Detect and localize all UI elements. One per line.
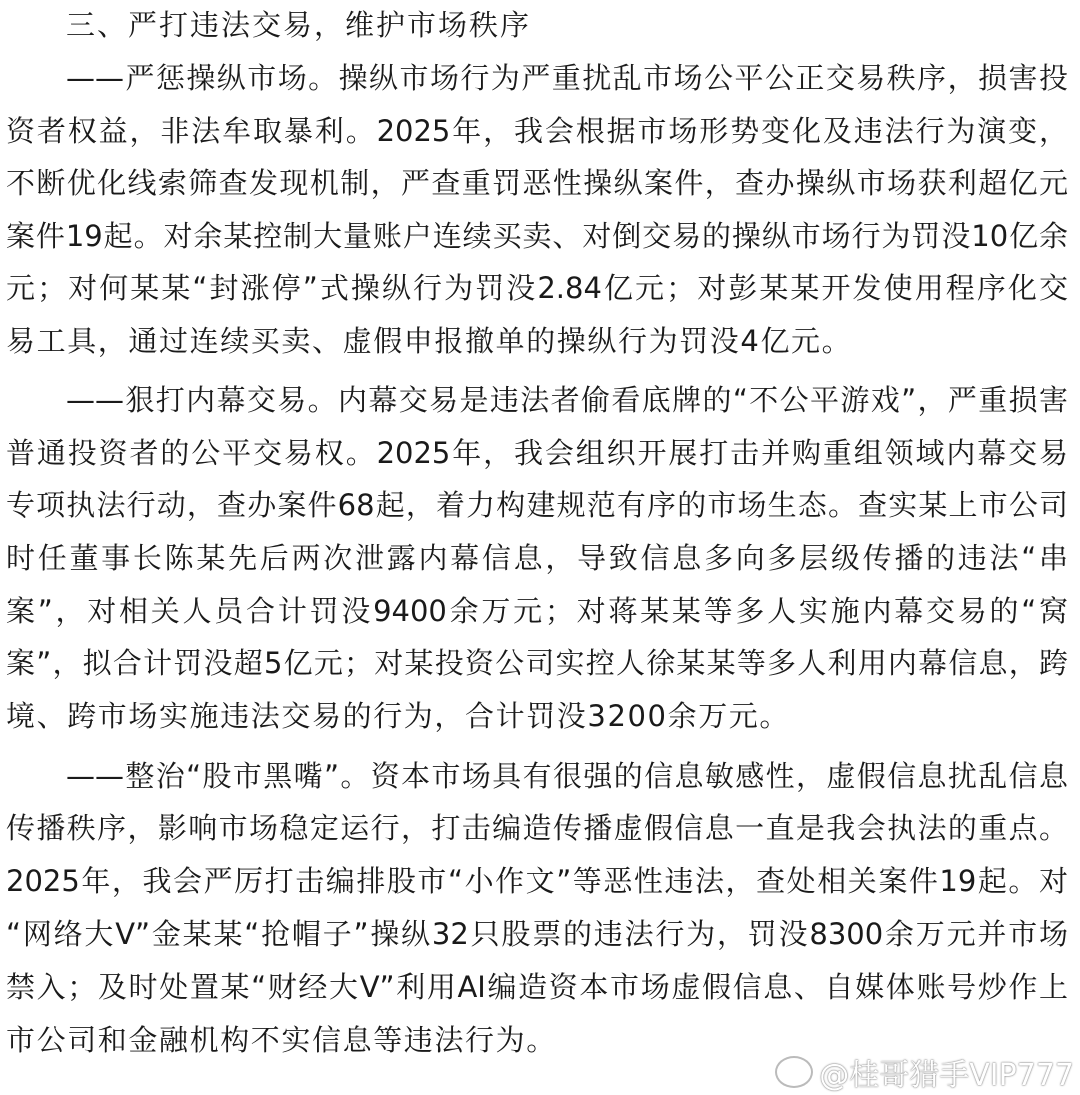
weibo-logo-icon bbox=[775, 1056, 813, 1088]
text-line: 2025年，我会严厉打击编排股市“小作文”等恶性违法，查处相关案件19起。对 bbox=[6, 864, 1068, 898]
text-line: 资者权益，非法牟取暴利。2025年，我会根据市场形势变化及违法行为演变， bbox=[6, 114, 1068, 148]
text-line: 不断优化线索筛查发现机制，严查重罚恶性操纵案件，查办操纵市场获利超亿元 bbox=[6, 166, 1068, 200]
text-line: 案件19起。对余某控制大量账户连续买卖、对倒交易的操纵市场行为罚没10亿余 bbox=[6, 219, 1068, 253]
text-line: 市公司和金融机构不实信息等违法行为。 bbox=[6, 1023, 557, 1057]
text-line: 时任董事长陈某先后两次泄露内幕信息，导致信息多向多层级传播的违法“串 bbox=[6, 541, 1068, 575]
watermark-text: @桂哥猎手VIP777 bbox=[819, 1058, 1074, 1093]
text-line: 易工具，通过连续买卖、虚假申报撤单的操纵行为罚没4亿元。 bbox=[6, 324, 853, 358]
text-line: ——整治“股市黑嘴”。资本市场具有很强的信息敏感性，虚假信息扰乱信息 bbox=[66, 759, 1068, 793]
text-line: ——严惩操纵市场。操纵市场行为严重扰乱市场公平公正交易秩序，损害投 bbox=[66, 61, 1068, 95]
text-line: 元；对何某某“封涨停”式操纵行为罚没2.84亿元；对彭某某开发使用程序化交 bbox=[6, 271, 1068, 305]
watermark bbox=[775, 1050, 1074, 1094]
section-heading: 三、严打违法交易，维护市场秩序 bbox=[66, 8, 532, 42]
text-line: 专项执法行动，查办案件68起，着力构建规范有序的市场生态。查实某上市公司 bbox=[6, 488, 1068, 522]
text-line: 案”，对相关人员合计罚没9400余万元；对蒋某某等多人实施内幕交易的“窝 bbox=[6, 594, 1068, 628]
text-line: 境、跨市场实施违法交易的行为，合计罚没3200余万元。 bbox=[6, 699, 791, 733]
text-line: “网络大V”金某某“抢帽子”操纵32只股票的违法行为，罚没8300余万元并市场 bbox=[6, 917, 1068, 951]
text-line: 传播秩序，影响市场稳定运行，打击编造传播虚假信息一直是我会执法的重点。 bbox=[6, 811, 1068, 845]
text-line: 禁入；及时处置某“财经大V”利用AI编造资本市场虚假信息、自媒体账号炒作上 bbox=[6, 970, 1068, 1004]
text-line: ——狠打内幕交易。内幕交易是违法者偷看底牌的“不公平游戏”，严重损害 bbox=[66, 383, 1068, 417]
text-line: 案”，拟合计罚没超5亿元；对某投资公司实控人徐某某等多人利用内幕信息，跨 bbox=[6, 646, 1068, 680]
text-line: 普通投资者的公平交易权。2025年，我会组织开展打击并购重组领域内幕交易 bbox=[6, 436, 1068, 470]
